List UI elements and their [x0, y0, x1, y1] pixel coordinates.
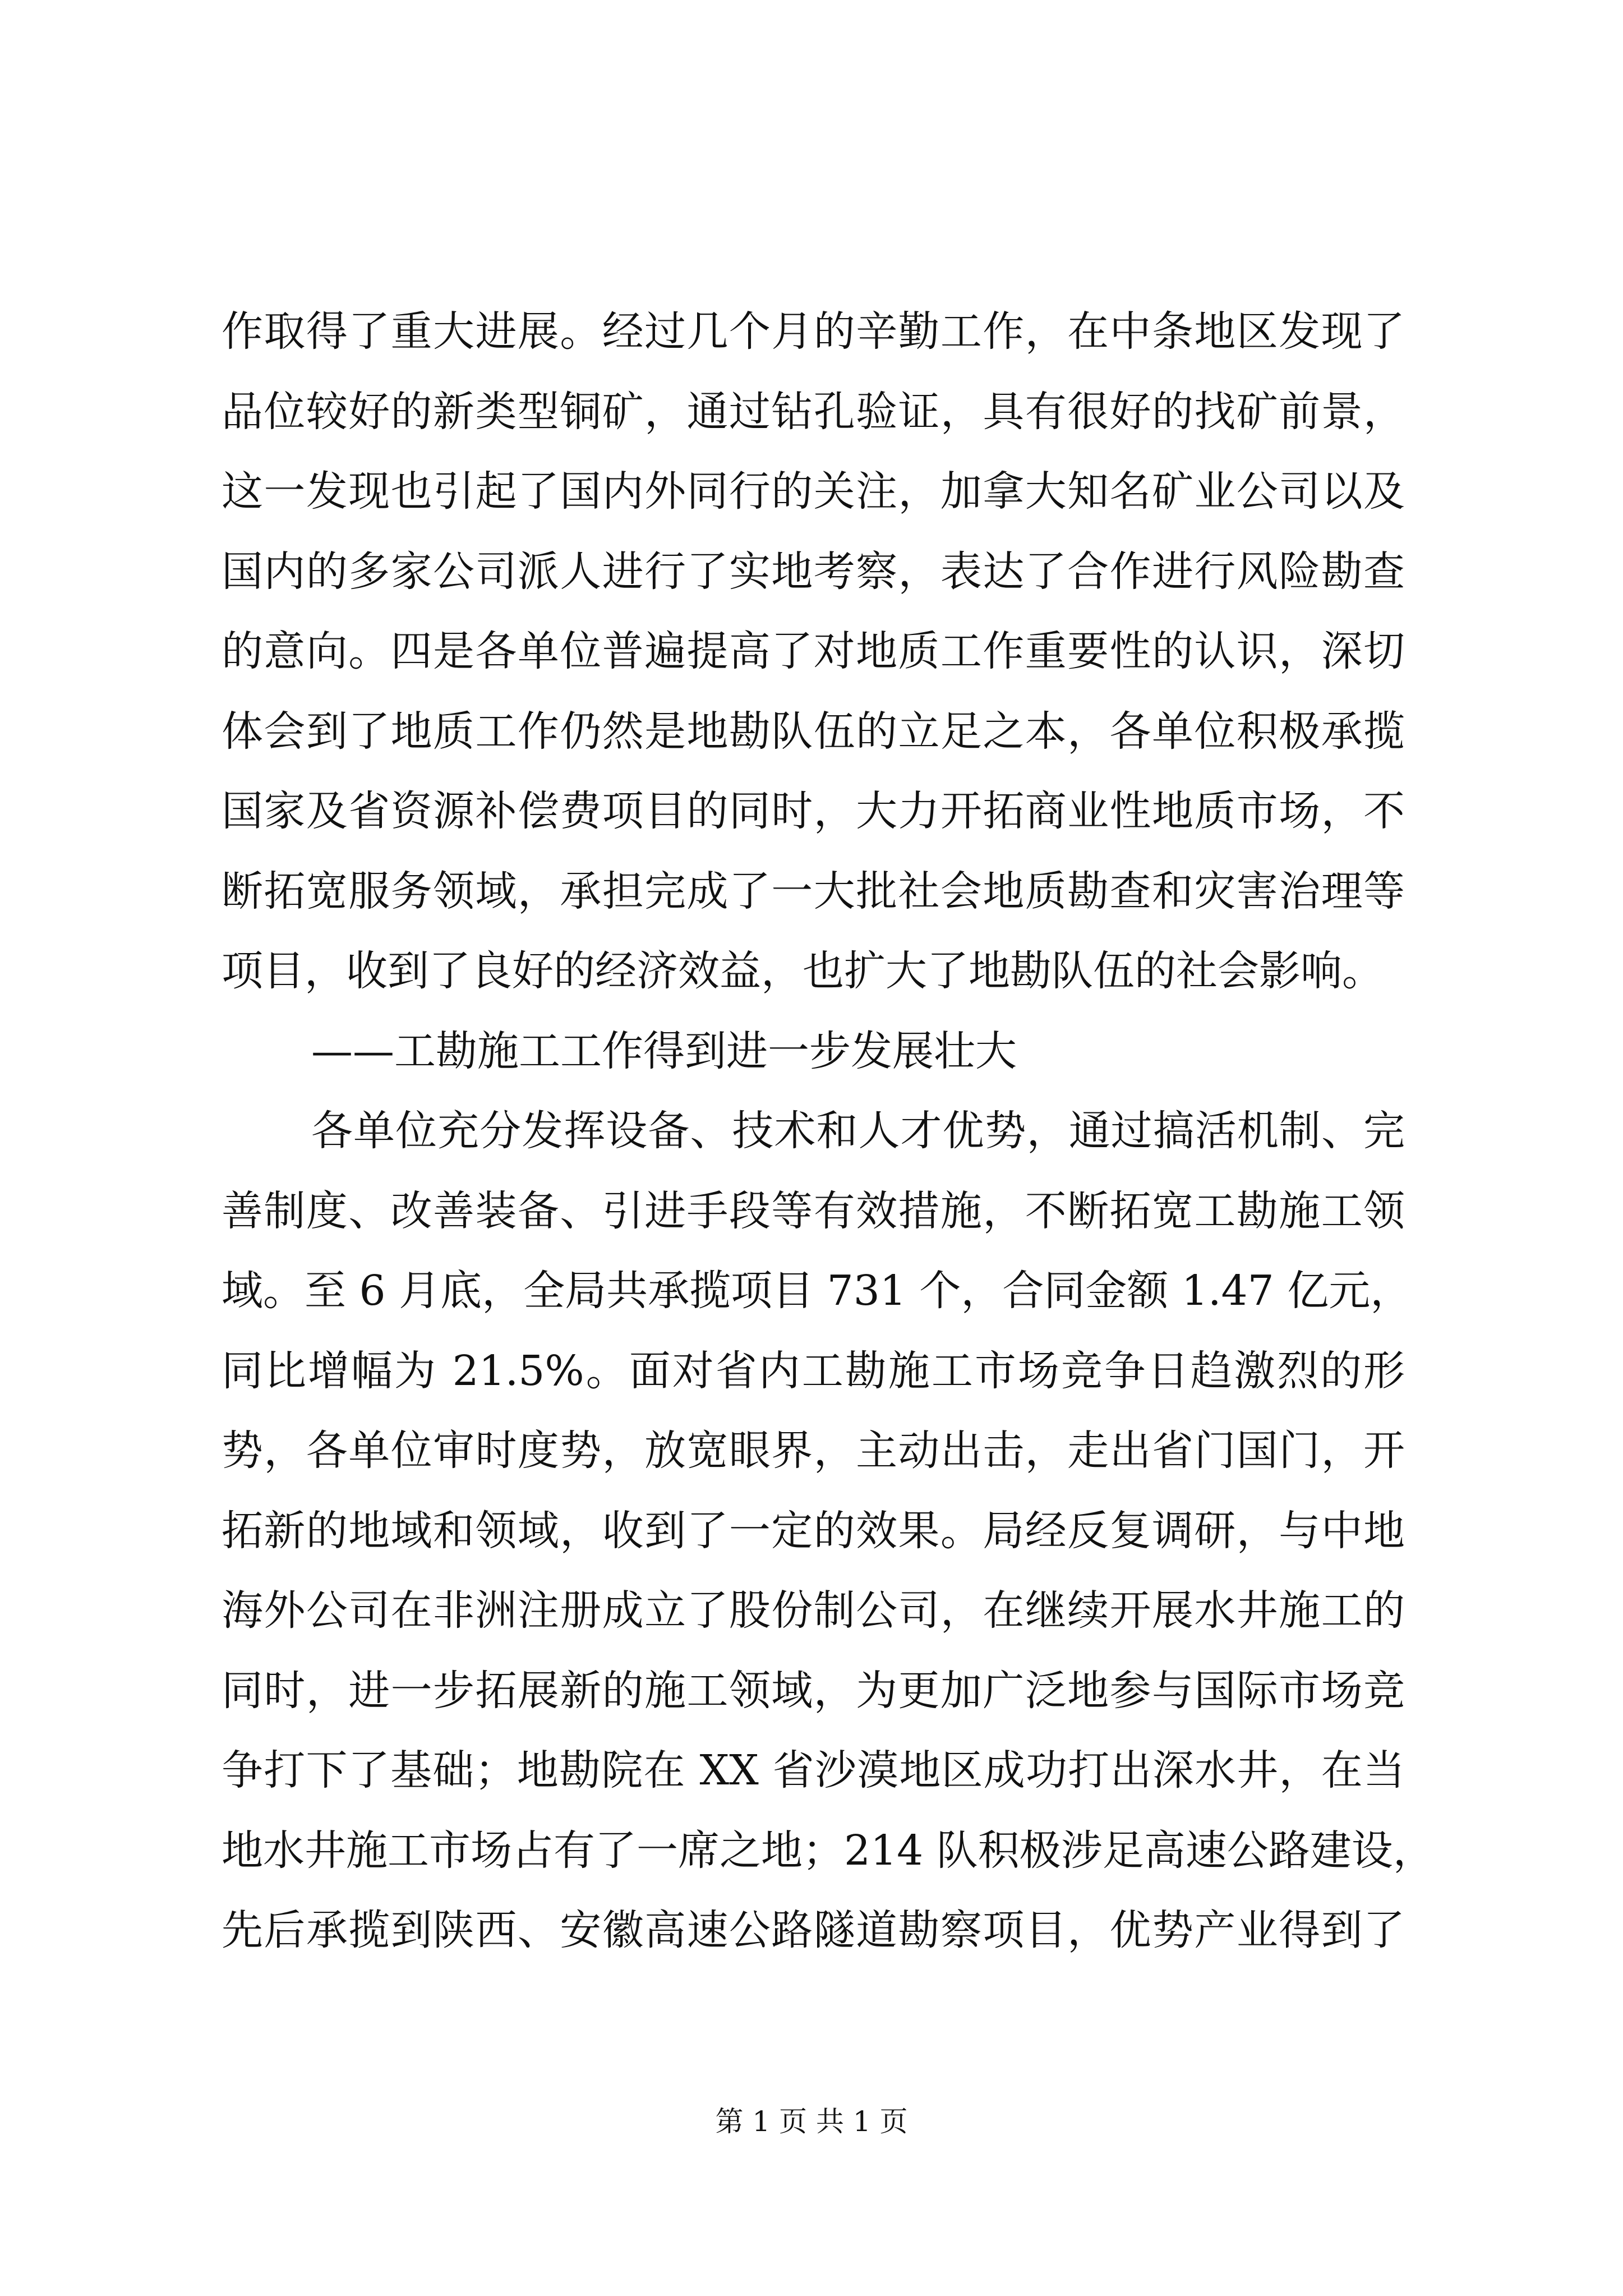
- text-line: 善制度、改善装备、引进手段等有效措施，不断拓宽工勘施工领: [222, 1186, 1405, 1235]
- text-line: 地水井施工市场占有了一席之地；214 队积极涉足高速公路建设，: [222, 1826, 1435, 1875]
- text-line: 体会到了地质工作仍然是地勘队伍的立足之本，各单位积极承揽: [222, 707, 1405, 756]
- text-line: 同比增幅为 21.5%。面对省内工勘施工市场竞争日趋激烈的形: [222, 1346, 1405, 1395]
- text-line: 同时，进一步拓展新的施工领域，为更加广泛地参与国际市场竞: [222, 1666, 1405, 1715]
- text-line: 各单位充分发挥设备、技术和人才优势，通过搞活机制、完: [311, 1107, 1405, 1155]
- text-line: 这一发现也引起了国内外同行的关注，加拿大知名矿业公司以及: [222, 467, 1405, 516]
- text-line: 争打下了基础；地勘院在 XX 省沙漠地区成功打出深水井，在当: [222, 1746, 1405, 1795]
- text-line: 品位较好的新类型铜矿，通过钻孔验证，具有很好的找矿前景，: [222, 387, 1405, 436]
- text-line: 的意向。四是各单位普遍提高了对地质工作重要性的认识，深切: [222, 627, 1405, 675]
- text-line: 国内的多家公司派人进行了实地考察，表达了合作进行风险勘查: [222, 547, 1405, 596]
- text-line: 国家及省资源补偿费项目的同时，大力开拓商业性地质市场，不: [222, 787, 1405, 835]
- text-line: 作取得了重大进展。经过几个月的辛勤工作，在中条地区发现了: [222, 307, 1405, 356]
- text-line: 海外公司在非洲注册成立了股份制公司，在继续开展水井施工的: [222, 1586, 1405, 1635]
- text-line: 域。至 6 月底，全局共承揽项目 731 个，合同金额 1.47 亿元，: [222, 1267, 1412, 1315]
- text-line: 断拓宽服务领域，承担完成了一大批社会地质勘查和灾害治理等: [222, 867, 1405, 915]
- document-body: [222, 292, 1435, 1971]
- section-heading: ——工勘施工工作得到进一步发展壮大: [311, 1027, 1017, 1075]
- text-line: 先后承揽到陕西、安徽高速公路隧道勘察项目，优势产业得到了: [222, 1906, 1405, 1954]
- text-line: 拓新的地域和领域，收到了一定的效果。局经反复调研，与中地: [222, 1506, 1405, 1555]
- text-line: 项目，收到了良好的经济效益，也扩大了地勘队伍的社会影响。: [222, 947, 1384, 995]
- text-line: 势，各单位审时度势，放宽眼界，主动出击，走出省门国门，开: [222, 1427, 1405, 1475]
- page-number-footer: 第 1 页 共 1 页: [715, 2105, 908, 2138]
